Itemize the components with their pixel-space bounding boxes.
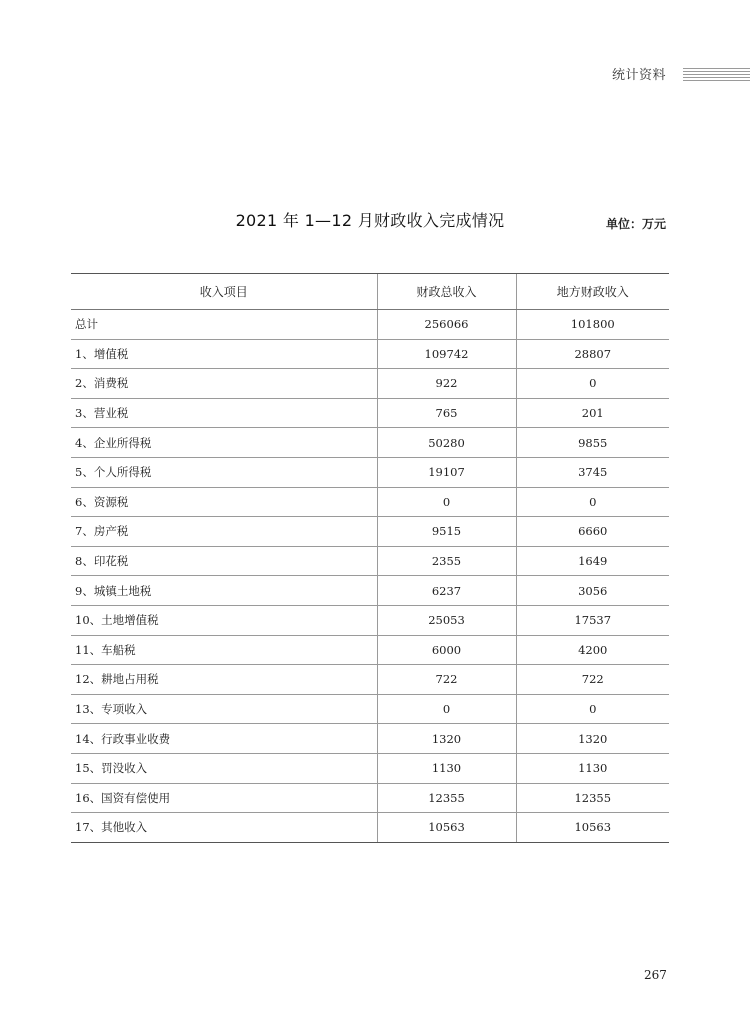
table-title: 2021 年 1—12 月财政收入完成情况 (235, 211, 505, 230)
row-local-revenue: 6660 (516, 517, 669, 547)
table-row (71, 665, 669, 695)
table-row (71, 487, 669, 517)
row-total-revenue: 1130 (377, 753, 516, 783)
table-row (71, 753, 669, 783)
column-header-total: 财政总收入 (377, 274, 516, 310)
row-total-revenue: 722 (377, 665, 516, 695)
row-local-revenue: 28807 (516, 339, 669, 369)
row-local-revenue: 10563 (516, 813, 669, 843)
row-local-revenue: 1320 (516, 724, 669, 754)
row-local-revenue: 1130 (516, 753, 669, 783)
table-row (71, 428, 669, 458)
row-total-revenue: 10563 (377, 813, 516, 843)
row-item-name: 7、房产税 (71, 517, 377, 547)
table-row (71, 605, 669, 635)
row-total-revenue: 765 (377, 398, 516, 428)
row-item-name: 15、罚没收入 (71, 753, 377, 783)
table-row (71, 546, 669, 576)
table-row (71, 635, 669, 665)
row-item-name: 5、个人所得税 (71, 457, 377, 487)
header-decoration (683, 68, 750, 82)
table-row (71, 724, 669, 754)
column-header-local: 地方财政收入 (516, 274, 669, 310)
row-item-name: 3、营业税 (71, 398, 377, 428)
table-row (71, 369, 669, 399)
row-local-revenue: 0 (516, 369, 669, 399)
row-local-revenue: 3745 (516, 457, 669, 487)
row-total-revenue: 0 (377, 487, 516, 517)
row-item-name: 12、耕地占用税 (71, 665, 377, 695)
table-row (71, 457, 669, 487)
table-row (71, 310, 669, 340)
revenue-table (71, 273, 669, 843)
row-total-revenue: 19107 (377, 457, 516, 487)
row-item-name: 10、土地增值税 (71, 605, 377, 635)
table-row (71, 576, 669, 606)
section-label: 统计资料 (612, 68, 667, 83)
table-row (71, 783, 669, 813)
unit-label: 单位：万元 (606, 217, 667, 231)
row-local-revenue: 3056 (516, 576, 669, 606)
row-total-revenue: 6237 (377, 576, 516, 606)
table-row (71, 694, 669, 724)
row-total-revenue: 0 (377, 694, 516, 724)
page-number: 267 (644, 968, 667, 982)
row-item-name: 17、其他收入 (71, 813, 377, 843)
table-row (71, 517, 669, 547)
row-total-revenue: 109742 (377, 339, 516, 369)
row-item-name: 8、印花税 (71, 546, 377, 576)
table-header-row (71, 274, 669, 310)
table-body (71, 310, 669, 843)
row-item-name: 9、城镇土地税 (71, 576, 377, 606)
row-total-revenue: 1320 (377, 724, 516, 754)
table-row (71, 813, 669, 843)
column-header-item: 收入项目 (71, 274, 377, 310)
row-total-revenue: 6000 (377, 635, 516, 665)
row-total-revenue: 25053 (377, 605, 516, 635)
row-item-name: 16、国资有偿使用 (71, 783, 377, 813)
row-local-revenue: 0 (516, 487, 669, 517)
row-item-name: 1、增值税 (71, 339, 377, 369)
row-total-revenue: 2355 (377, 546, 516, 576)
row-total-revenue: 50280 (377, 428, 516, 458)
row-local-revenue: 101800 (516, 310, 669, 340)
row-local-revenue: 12355 (516, 783, 669, 813)
row-local-revenue: 17537 (516, 605, 669, 635)
row-local-revenue: 722 (516, 665, 669, 695)
row-local-revenue: 201 (516, 398, 669, 428)
row-total-revenue: 9515 (377, 517, 516, 547)
table-row (71, 339, 669, 369)
row-total-revenue: 922 (377, 369, 516, 399)
row-local-revenue: 9855 (516, 428, 669, 458)
row-item-name: 4、企业所得税 (71, 428, 377, 458)
row-local-revenue: 1649 (516, 546, 669, 576)
row-total-revenue: 12355 (377, 783, 516, 813)
row-item-name: 2、消费税 (71, 369, 377, 399)
row-total-revenue: 256066 (377, 310, 516, 340)
row-item-name: 13、专项收入 (71, 694, 377, 724)
row-item-name: 14、行政事业收费 (71, 724, 377, 754)
table-row (71, 398, 669, 428)
row-item-name: 6、资源税 (71, 487, 377, 517)
row-local-revenue: 0 (516, 694, 669, 724)
row-item-name: 总计 (71, 310, 377, 340)
row-local-revenue: 4200 (516, 635, 669, 665)
row-item-name: 11、车船税 (71, 635, 377, 665)
